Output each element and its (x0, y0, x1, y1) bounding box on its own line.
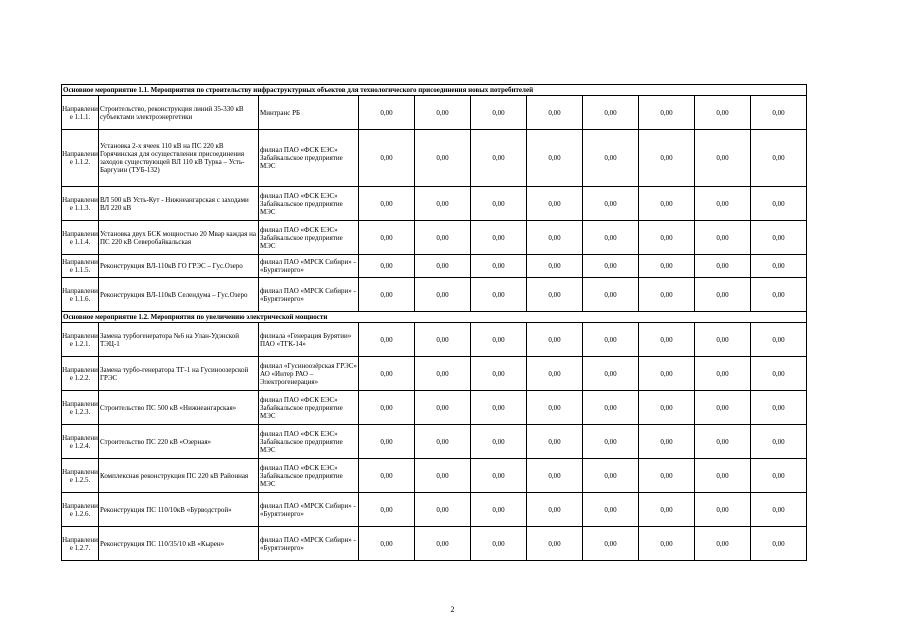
value-cell: 0,00 (751, 493, 807, 527)
value-cell: 0,00 (471, 187, 527, 221)
value-cell: 0,00 (527, 323, 583, 357)
value-cell: 0,00 (527, 96, 583, 130)
value-cell: 0,00 (639, 527, 695, 561)
value-cell: 0,00 (471, 130, 527, 187)
value-cell: 0,00 (471, 96, 527, 130)
value-cell: 0,00 (751, 425, 807, 459)
direction-cell: Направлени е 1.1.1. (62, 96, 99, 130)
value-cell: 0,00 (751, 323, 807, 357)
table-body (62, 85, 807, 561)
value-cell: 0,00 (471, 357, 527, 391)
section-title: Основное мероприятие 1.2. Мероприятия по увеличению электрической мощности (62, 312, 807, 323)
executor-cell: филиал ПАО «МРСК Сибири» - «Бурятэнерго» (259, 493, 359, 527)
direction-cell: Направлени е 1.2.6. (62, 493, 99, 527)
value-cell: 0,00 (527, 493, 583, 527)
value-cell: 0,00 (415, 459, 471, 493)
value-cell: 0,00 (695, 278, 751, 312)
value-cell: 0,00 (695, 357, 751, 391)
executor-cell: филиал «Гусиноозёрская ГРЭС» АО «Интер РАО – Электрогенерация» (259, 357, 359, 391)
executor-cell: филиал ПАО «МРСК Сибири» - «Бурятэнерго» (259, 527, 359, 561)
table-row (62, 221, 807, 255)
value-cell: 0,00 (583, 459, 639, 493)
value-cell: 0,00 (583, 323, 639, 357)
value-cell: 0,00 (695, 130, 751, 187)
value-cell: 0,00 (695, 255, 751, 278)
direction-cell: Направлени е 1.1.4. (62, 221, 99, 255)
value-cell: 0,00 (695, 527, 751, 561)
measure-name-cell: Строительство, реконструкция линий 35-330 кВ субъектами электроэнергетики (99, 96, 259, 130)
table-row (62, 323, 807, 357)
value-cell: 0,00 (751, 130, 807, 187)
value-cell: 0,00 (639, 278, 695, 312)
measure-name-cell: Строительство ПС 220 кВ «Озерная» (99, 425, 259, 459)
value-cell: 0,00 (583, 221, 639, 255)
value-cell: 0,00 (639, 493, 695, 527)
page-number: 2 (450, 605, 455, 614)
section-title: Основное мероприятие 1.1. Мероприятия по строительству инфраструктурных объектов для технологического присоединения новых потребителей (62, 85, 807, 96)
value-cell: 0,00 (695, 221, 751, 255)
value-cell: 0,00 (415, 96, 471, 130)
value-cell: 0,00 (583, 96, 639, 130)
value-cell: 0,00 (527, 255, 583, 278)
table-row (62, 255, 807, 278)
value-cell: 0,00 (415, 357, 471, 391)
direction-cell: Направлени е 1.1.6. (62, 278, 99, 312)
executor-cell: филиал ПАО «ФСК ЕЭС» Забайкальское предприятие МЭС (259, 425, 359, 459)
value-cell: 0,00 (583, 425, 639, 459)
value-cell: 0,00 (415, 130, 471, 187)
table-row (62, 527, 807, 561)
value-cell: 0,00 (583, 493, 639, 527)
value-cell: 0,00 (359, 527, 415, 561)
value-cell: 0,00 (527, 527, 583, 561)
direction-cell: Направлени е 1.2.3. (62, 391, 99, 425)
table-row (62, 96, 807, 130)
value-cell: 0,00 (751, 255, 807, 278)
value-cell: 0,00 (471, 527, 527, 561)
measure-name-cell: Реконструкция ВЛ-110кВ ГО ГРЭС – Гус.Озеро (99, 255, 259, 278)
value-cell: 0,00 (359, 96, 415, 130)
table-row (62, 187, 807, 221)
value-cell: 0,00 (695, 425, 751, 459)
executor-cell: филиал ПАО «ФСК ЕЭС» Забайкальское предприятие МЭС (259, 391, 359, 425)
value-cell: 0,00 (471, 255, 527, 278)
table-row (62, 278, 807, 312)
value-cell: 0,00 (527, 130, 583, 187)
value-cell: 0,00 (751, 187, 807, 221)
value-cell: 0,00 (359, 278, 415, 312)
value-cell: 0,00 (415, 391, 471, 425)
value-cell: 0,00 (583, 357, 639, 391)
value-cell: 0,00 (527, 221, 583, 255)
value-cell: 0,00 (471, 459, 527, 493)
value-cell: 0,00 (415, 221, 471, 255)
direction-cell: Направлени е 1.2.4. (62, 425, 99, 459)
section-header-row (62, 312, 807, 323)
value-cell: 0,00 (527, 278, 583, 312)
direction-cell: Направлени е 1.2.2. (62, 357, 99, 391)
value-cell: 0,00 (639, 130, 695, 187)
value-cell: 0,00 (751, 96, 807, 130)
value-cell: 0,00 (695, 391, 751, 425)
executor-cell: Минтранс РБ (259, 96, 359, 130)
value-cell: 0,00 (639, 221, 695, 255)
measures-table (61, 84, 807, 561)
value-cell: 0,00 (471, 425, 527, 459)
value-cell: 0,00 (359, 425, 415, 459)
value-cell: 0,00 (471, 493, 527, 527)
value-cell: 0,00 (359, 130, 415, 187)
value-cell: 0,00 (415, 187, 471, 221)
value-cell: 0,00 (471, 323, 527, 357)
measure-name-cell: Замена турбо-генератора ТГ-1 на Гусиноозерской ГРЭС (99, 357, 259, 391)
value-cell: 0,00 (583, 130, 639, 187)
value-cell: 0,00 (695, 187, 751, 221)
table-row (62, 493, 807, 527)
value-cell: 0,00 (471, 278, 527, 312)
direction-cell: Направлени е 1.2.7. (62, 527, 99, 561)
measure-name-cell: Замена турбогенератора №6 на Улан-Удэнской ТЭЦ-1 (99, 323, 259, 357)
value-cell: 0,00 (583, 391, 639, 425)
executor-cell: филиал ПАО «МРСК Сибири» - «Бурятэнерго» (259, 278, 359, 312)
value-cell: 0,00 (527, 187, 583, 221)
executor-cell: филиал ПАО «ФСК ЕЭС» Забайкальское предприятие МЭС (259, 221, 359, 255)
executor-cell: филиала «Генерация Бурятии» ПАО «ТГК-14» (259, 323, 359, 357)
measure-name-cell: Установка двух БСК мощностью 20 Мвар каждая на ПС 220 кВ Северобайкальская (99, 221, 259, 255)
value-cell: 0,00 (359, 221, 415, 255)
value-cell: 0,00 (639, 255, 695, 278)
value-cell: 0,00 (527, 425, 583, 459)
value-cell: 0,00 (583, 527, 639, 561)
value-cell: 0,00 (639, 425, 695, 459)
value-cell: 0,00 (639, 357, 695, 391)
value-cell: 0,00 (415, 425, 471, 459)
value-cell: 0,00 (695, 493, 751, 527)
value-cell: 0,00 (359, 357, 415, 391)
value-cell: 0,00 (751, 459, 807, 493)
value-cell: 0,00 (751, 527, 807, 561)
direction-cell: Направлени е 1.1.2. (62, 130, 99, 187)
value-cell: 0,00 (639, 459, 695, 493)
measure-name-cell: Реконструкция ВЛ-110кВ Селендума – Гус.Озеро (99, 278, 259, 312)
value-cell: 0,00 (415, 527, 471, 561)
value-cell: 0,00 (751, 357, 807, 391)
direction-cell: Направлени е 1.1.5. (62, 255, 99, 278)
value-cell: 0,00 (527, 357, 583, 391)
executor-cell: филиал ПАО «ФСК ЕЭС» Забайкальское предприятие МЭС (259, 459, 359, 493)
value-cell: 0,00 (471, 221, 527, 255)
value-cell: 0,00 (695, 459, 751, 493)
section-header-row (62, 85, 807, 96)
value-cell: 0,00 (639, 391, 695, 425)
executor-cell: филиал ПАО «МРСК Сибири» - «Бурятэнерго» (259, 255, 359, 278)
measure-name-cell: Комплексная реконструкция ПС 220 кВ Районная (99, 459, 259, 493)
value-cell: 0,00 (415, 255, 471, 278)
measure-name-cell: Строительство ПС 500 кВ «Нижнеангарская» (99, 391, 259, 425)
measure-name-cell: Реконструкция ПС 110/35/10 кВ «Кырен» (99, 527, 259, 561)
table-row (62, 459, 807, 493)
value-cell: 0,00 (527, 459, 583, 493)
table-row (62, 391, 807, 425)
value-cell: 0,00 (695, 323, 751, 357)
value-cell: 0,00 (583, 255, 639, 278)
direction-cell: Направлени е 1.2.1. (62, 323, 99, 357)
direction-cell: Направлени е 1.1.3. (62, 187, 99, 221)
value-cell: 0,00 (639, 323, 695, 357)
measure-name-cell: Установка 2-х ячеек 110 кВ на ПС 220 кВ Горячинская для осуществления присоединения заходов существующей ВЛ 110 кВ Турка – Усть-Баргузин (ТУБ-132) (99, 130, 259, 187)
value-cell: 0,00 (527, 391, 583, 425)
measure-name-cell: Реконструкция ПС 110/10кВ «Бурводстрой» (99, 493, 259, 527)
value-cell: 0,00 (695, 96, 751, 130)
value-cell: 0,00 (359, 459, 415, 493)
value-cell: 0,00 (415, 323, 471, 357)
direction-cell: Направлени е 1.2.5. (62, 459, 99, 493)
value-cell: 0,00 (415, 493, 471, 527)
value-cell: 0,00 (639, 187, 695, 221)
value-cell: 0,00 (751, 278, 807, 312)
table-row (62, 130, 807, 187)
value-cell: 0,00 (359, 493, 415, 527)
value-cell: 0,00 (359, 323, 415, 357)
table-row (62, 357, 807, 391)
table-row (62, 425, 807, 459)
executor-cell: филиал ПАО «ФСК ЕЭС» Забайкальское предприятие МЭС (259, 130, 359, 187)
executor-cell: филиал ПАО «ФСК ЕЭС» Забайкальское предприятие МЭС (259, 187, 359, 221)
value-cell: 0,00 (359, 187, 415, 221)
measure-name-cell: ВЛ 500 кВ Усть-Кут - Нижнеангарская с заходами ВЛ 220 кВ (99, 187, 259, 221)
value-cell: 0,00 (359, 391, 415, 425)
value-cell: 0,00 (639, 96, 695, 130)
value-cell: 0,00 (415, 278, 471, 312)
value-cell: 0,00 (471, 391, 527, 425)
value-cell: 0,00 (583, 187, 639, 221)
value-cell: 0,00 (751, 221, 807, 255)
value-cell: 0,00 (359, 255, 415, 278)
value-cell: 0,00 (583, 278, 639, 312)
value-cell: 0,00 (751, 391, 807, 425)
